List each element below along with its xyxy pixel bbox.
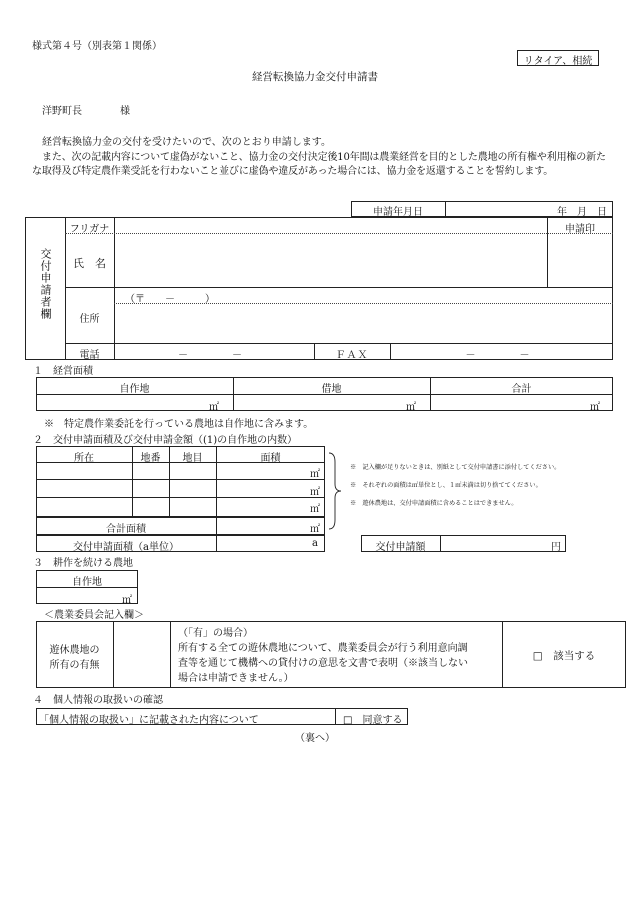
seal-label: 申請印 [565, 224, 595, 235]
section-3-title: ３ 耕作を続ける農地 [33, 558, 133, 569]
name-label: 氏 名 [73, 257, 106, 270]
addressee: 洋野町長 [42, 106, 82, 117]
total-area-value[interactable]: ㎡ [310, 524, 320, 535]
seal-area[interactable] [549, 235, 611, 285]
area-header: 面積 [260, 453, 281, 464]
section-2-title: ２ 交付申請面積及び交付申請金額（(1)の自作地の内数） [33, 435, 298, 446]
addressee-honorific: 様 [120, 106, 130, 117]
next-page-note: （裏へ） [295, 733, 335, 744]
intro-paragraph-2: また、次の記載内容について虚偽がないこと、協力金の交付決定後10年間は農業経営を目的とした農地の所有権や利用権の新たな取得及び特定農作業受託を行わないこと並びに虚偽や違反があった場合には、協力金を返還することを誓約します。 [32, 151, 606, 177]
total-area-header: 合計 [511, 384, 532, 395]
leased-land-unit[interactable]: ㎡ [406, 402, 416, 413]
form-title: 経営転換協力金交付申請書 [252, 71, 378, 83]
furigana-input[interactable] [116, 219, 544, 232]
idle-land-condition-1: （「有」の場合） [178, 628, 253, 639]
address-input[interactable] [116, 305, 611, 341]
privacy-label: 「個人情報の取扱い」に記載された内容について [39, 715, 259, 726]
owned-land-header: 自作地 [119, 384, 150, 395]
location-header: 所在 [74, 453, 94, 464]
phone-input[interactable]: － － [178, 350, 250, 361]
parcel-row-2-area[interactable]: ㎡ [310, 487, 320, 498]
owned-land-unit[interactable]: ㎡ [209, 402, 219, 413]
applied-area-label: 交付申請面積（a単位） [73, 542, 179, 553]
land-category-header: 地目 [182, 453, 203, 464]
idle-land-condition-4: 場合は申請できません。） [178, 673, 294, 684]
application-date-label: 申請年月日 [373, 207, 423, 218]
address-label: 住所 [79, 314, 100, 325]
applicable-checkbox[interactable]: □ 該当する [532, 650, 596, 662]
section-1-note: ※ 特定農作業委託を行っている農地は自作地に含みます。 [44, 419, 314, 430]
fax-input[interactable]: － － [465, 350, 538, 361]
applicant-side-label: 交付申請者欄 [39, 248, 52, 320]
total-area-unit[interactable]: ㎡ [590, 402, 600, 413]
section-2-note-1: ※ 記入欄が足りないときは、別紙として交付申請書に添付してください。 [350, 464, 561, 471]
applied-area-value[interactable]: a [312, 538, 318, 549]
section-4-title: ４ 個人情報の取扱いの確認 [33, 695, 163, 706]
category-badge-label: リタイア、相続 [523, 56, 593, 67]
privacy-agree-checkbox[interactable]: □ 同意する [343, 715, 403, 726]
intro-paragraph-1: 経営転換協力金の交付を受けたいので、次のとおり申請します。 [42, 137, 331, 148]
parcel-row-3-area[interactable]: ㎡ [310, 504, 320, 515]
furigana-label: フリガナ [69, 224, 110, 235]
idle-land-condition-2: 所有する全ての遊休農地について、農業委員会が行う利用意向調 [178, 643, 468, 654]
idle-land-label-line-1: 遊休農地の [49, 645, 100, 656]
section-2-note-2: ※ それぞれの面積は㎡単位とし、１㎡未満は切り捨ててください。 [350, 482, 542, 489]
leased-land-header: 借地 [321, 384, 342, 395]
name-input[interactable] [116, 235, 544, 285]
application-date-value[interactable]: 年 月 日 [557, 207, 607, 218]
postal-code[interactable]: （〒 － ） [125, 294, 215, 305]
phone-label: 電話 [79, 350, 100, 361]
continued-land-header: 自作地 [72, 577, 102, 588]
notes-brace [327, 452, 343, 530]
form-number: 様式第４号（別表第１関係） [32, 41, 162, 52]
section-1-title: １ 経営面積 [33, 366, 93, 377]
idle-land-presence-input[interactable] [115, 623, 168, 686]
lot-number-header: 地番 [140, 453, 161, 464]
idle-land-label-line-2: 所有の有無 [49, 660, 100, 671]
applied-amount-value[interactable]: 円 [551, 542, 561, 553]
idle-land-condition-3: 査等を通じて機構への貸付けの意思を文書で表明（※該当しない [178, 658, 468, 669]
parcel-row-1-area[interactable]: ㎡ [310, 469, 320, 480]
committee-label: ＜農業委員会記入欄＞ [44, 610, 144, 621]
section-2-note-3: ※ 遊休農地は、交付申請面積に含めることはできません。 [350, 500, 518, 507]
fax-label: ＦＡＸ [335, 350, 369, 361]
continued-land-value[interactable]: ㎡ [122, 595, 132, 606]
total-area-label: 合計面積 [106, 524, 146, 535]
applied-amount-label: 交付申請額 [375, 542, 426, 553]
